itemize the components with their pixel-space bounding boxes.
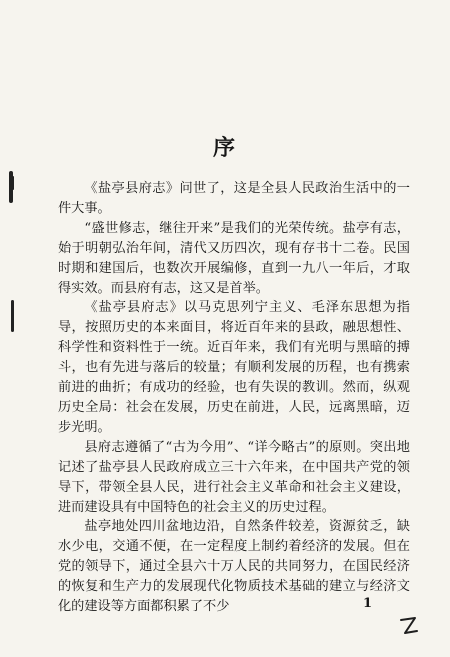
page-number: 1 [363,596,373,611]
body-text [58,179,410,617]
paragraph: 《盐亭县府志》以马克思列宁主义、毛泽东思想为指导，按照历史的本来面目，将近百年来的县政，融思想性、科学性和资料性于一统。近百年来，我们有光明与黑暗的搏斗，也有先进与落后的较量；有顺利发展的历程，也有携索前进的曲折；有成功的经验，也有失误的教训。然而，纵观历史全局：社会在发展，历史在前进，人民，远离黑暗，迈步光明。 [58,300,410,435]
page-title: 序 [212,135,237,161]
handwritten-mark [398,614,420,636]
paragraph: 县府志遵循了“古为今用”、“详今略古”的原则。突出地记述了盐亭县人民政府成立三十六年来，在中国共产党的领导下，带领全县人民，进行社会主义革命和社会主义建设，进而建设具有中国特色的社会主义的历史过程。 [58,439,410,515]
paragraph: “盛世修志，继往开来”是我们的光荣传统。盐亭有志，始于明朝弘治年间，清代又历四次，现有存书十二卷。民国时期和建国后，也数次开展编修，直到一九八一年后，才取得实效。而县府有志，这又是首举。 [58,220,410,296]
paragraph: 《盐亭县府志》问世了，这是全县人民政治生活中的一件大事。 [58,181,410,216]
paragraph: 盐亭地处四川盆地边沿，自然条件较差，资源贫乏，缺水少电，交通不便，在一定程度上制约着经济的发展。但在党的领导下，通过全县六十万人民的共同努力，在国民经济的恢复和生产力的发展现代化物质技术基础的建立与经济文化的建设等方面都积累了不少 [58,519,410,615]
scan-mark [11,300,14,332]
scan-mark [12,176,14,190]
